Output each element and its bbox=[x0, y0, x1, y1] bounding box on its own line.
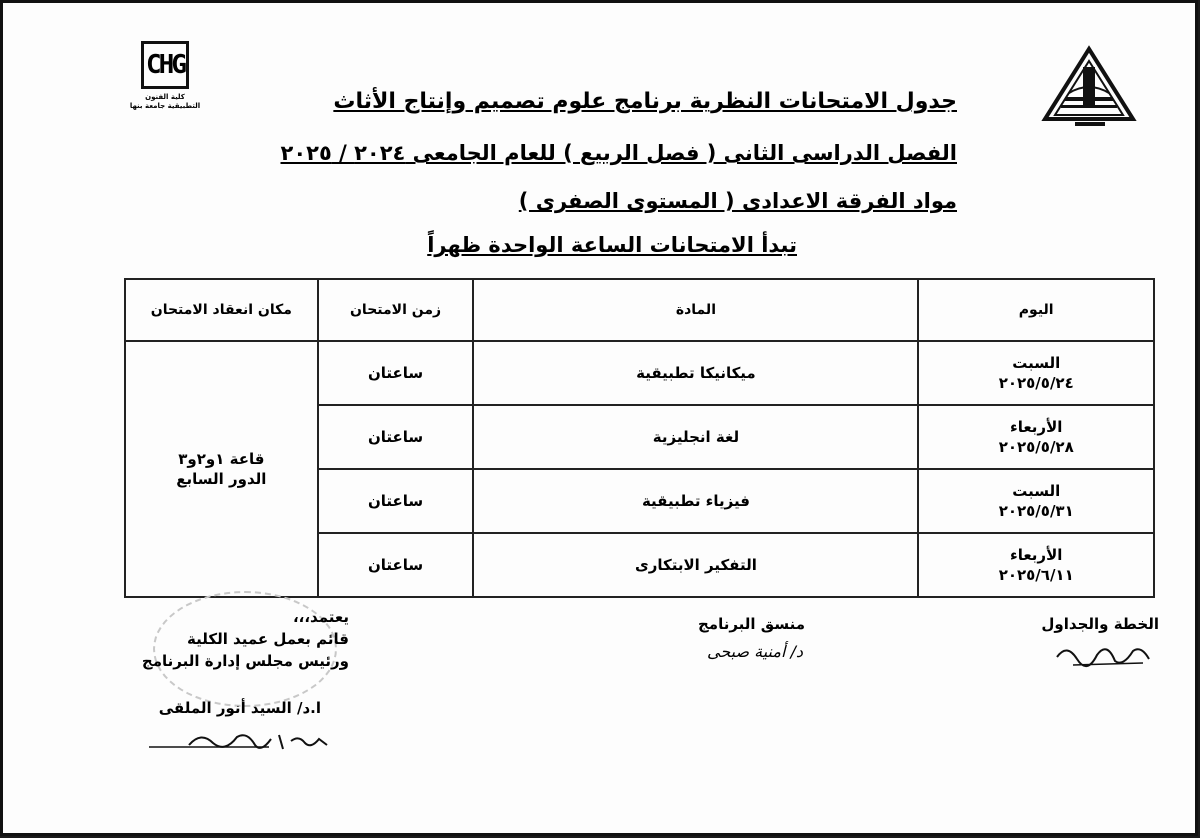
university-logo bbox=[1039, 45, 1139, 129]
day-cell bbox=[918, 533, 1154, 597]
place-cell bbox=[125, 341, 318, 597]
approval-signature-icon bbox=[149, 727, 339, 757]
day-cell bbox=[918, 405, 1154, 469]
title-line-2: الفصل الدراسى الثانى ( فصل الربيع ) للعام الجامعى ٢٠٢٤ / ٢٠٢٥ bbox=[280, 141, 957, 165]
duration-cell: ساعتان bbox=[318, 469, 474, 533]
place-line-1: قاعة ١و٢و٣ bbox=[178, 450, 265, 468]
coordinator-name: د/ أمنية صبحى bbox=[706, 642, 803, 661]
approval-block bbox=[142, 606, 349, 672]
duration-cell: ساعتان bbox=[318, 341, 474, 405]
duration-cell: ساعتان bbox=[318, 405, 474, 469]
faculty-logo-caption: كلية الفنون التطبيقية جامعة بنها bbox=[129, 93, 201, 110]
day-date: ٢٠٢٥/٦/١١ bbox=[998, 566, 1074, 584]
coordinator-signature-block bbox=[698, 613, 805, 635]
day-cell bbox=[918, 469, 1154, 533]
table-header-row bbox=[125, 279, 1154, 341]
subject-cell: التفكير الابتكارى bbox=[473, 533, 918, 597]
coordinator-label: منسق البرنامج bbox=[697, 615, 805, 633]
plans-signature-icon bbox=[1053, 637, 1153, 671]
approval-label: يعتمد،،، bbox=[292, 608, 349, 626]
title-line-1: جدول الامتحانات النظرية برنامج علوم تصميم وإنتاج الأثاث bbox=[333, 89, 957, 114]
approval-role-1: قائم بعمل عميد الكلية bbox=[187, 630, 349, 648]
subject-cell: ميكانيكا تطبيقية bbox=[473, 341, 918, 405]
day-name: السبت bbox=[1012, 482, 1061, 500]
col-header-duration: زمن الامتحان bbox=[318, 279, 474, 341]
approval-role-2: ورئيس مجلس إدارة البرنامج bbox=[141, 652, 349, 670]
title-line-3: مواد الفرقة الاعدادى ( المستوى الصفرى ) bbox=[518, 189, 957, 213]
subject-cell: لغة انجليزية bbox=[473, 405, 918, 469]
plans-label: الخطة والجداول bbox=[1041, 615, 1159, 633]
approval-name: ا.د/ السيد أنور الملقى bbox=[158, 699, 321, 717]
day-name: السبت bbox=[1012, 354, 1061, 372]
duration-cell: ساعتان bbox=[318, 533, 474, 597]
col-header-subject: المادة bbox=[473, 279, 918, 341]
place-line-2: الدور السابع bbox=[176, 470, 267, 488]
col-header-day: اليوم bbox=[918, 279, 1154, 341]
day-name: الأربعاء bbox=[1010, 418, 1063, 436]
day-date: ٢٠٢٥/٥/٣١ bbox=[998, 502, 1074, 520]
faculty-logo bbox=[129, 37, 201, 123]
title-line-4: تبدأ الامتحانات الساعة الواحدة ظهراً bbox=[427, 233, 797, 257]
faculty-logo-mark: CHG bbox=[141, 41, 189, 89]
plans-signature-block bbox=[1041, 613, 1159, 635]
day-name: الأربعاء bbox=[1010, 546, 1063, 564]
day-date: ٢٠٢٥/٥/٢٤ bbox=[998, 374, 1074, 392]
table-row bbox=[125, 341, 1154, 405]
exam-schedule-table bbox=[124, 278, 1155, 598]
day-date: ٢٠٢٥/٥/٢٨ bbox=[998, 438, 1074, 456]
day-cell bbox=[918, 341, 1154, 405]
col-header-place: مكان انعقاد الامتحان bbox=[125, 279, 318, 341]
subject-cell: فيزياء تطبيقية bbox=[473, 469, 918, 533]
